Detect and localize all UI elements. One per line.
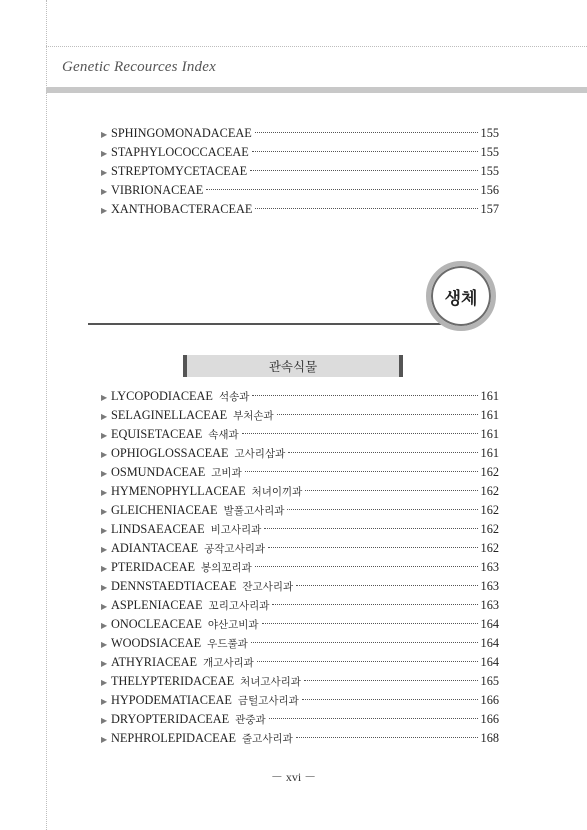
entry-korean-name: 비고사리과 [210,524,262,536]
dot-leader [252,395,477,396]
entry-page-number: 161 [480,408,499,422]
entry-korean-name: 속새과 [208,429,239,441]
entry-page-number: 162 [480,503,499,517]
bullet-arrow-icon: ▶ [101,450,108,459]
entry-page-number: 155 [480,126,499,140]
index-entry[interactable] [101,444,499,463]
index-entry[interactable] [101,729,499,748]
entry-korean-name: 처녀고사리과 [240,676,301,688]
margin-guide-vertical [46,0,47,830]
entry-korean-name: 꼬리고사리과 [208,600,270,612]
dot-leader [268,547,478,548]
dot-leader [251,642,478,643]
index-entry[interactable] [101,124,499,143]
bullet-arrow-icon: ▶ [101,716,108,725]
index-entry[interactable] [101,558,499,577]
dot-leader [288,452,477,453]
entry-korean-name: 공작고사리과 [204,543,265,555]
bullet-arrow-icon: ▶ [101,659,108,668]
entry-page-number: 162 [480,522,499,536]
dot-leader [245,471,478,472]
bullet-arrow-icon: ▶ [101,469,108,478]
entry-korean-name: 고사리삼과 [234,448,286,460]
entry-family-name: ADIANTACEAE [111,541,199,555]
bullet-arrow-icon: ▶ [101,488,108,497]
entry-family-name: LYCOPODIACEAE [111,389,213,403]
index-entry[interactable] [101,520,499,539]
entry-korean-name: 줄고사리과 [242,733,293,745]
index-list-vascular-plants [101,387,499,748]
entry-family-name: DRYOPTERIDACEAE [111,712,230,726]
entry-family-name: NEPHROLEPIDACEAE [111,731,237,745]
entry-family-name: LINDSAEACEAE [111,522,205,536]
dot-leader [305,490,477,491]
index-entry[interactable] [101,539,499,558]
entry-korean-name: 발풀고사리과 [223,505,285,517]
dot-leader [302,699,478,700]
bullet-arrow-icon: ▶ [101,640,108,649]
entry-family-name: OSMUNDACEAE [111,465,206,479]
dot-leader [304,680,478,681]
index-entry[interactable] [101,181,499,200]
entry-page-number: 161 [480,427,499,441]
index-entry[interactable] [101,200,499,219]
entry-family-name: ATHYRIACEAE [111,655,198,669]
entry-page-number: 164 [480,617,499,631]
entry-family-name: ASPLENIACEAE [111,598,203,612]
entry-family-name: DENNSTAEDTIACEAE [111,579,237,593]
entry-page-number: 162 [480,541,499,555]
entry-korean-name: 잔고사리과 [242,581,294,593]
entry-family-name: WOODSIACEAE [111,636,202,650]
entry-page-number: 161 [480,389,499,403]
index-entry[interactable] [101,501,499,520]
entry-page-number: 163 [480,560,499,574]
bullet-arrow-icon: ▶ [101,431,108,440]
index-entry[interactable] [101,162,499,181]
index-entry[interactable] [101,710,499,729]
entry-family-name: HYMENOPHYLLACEAE [111,484,246,498]
bullet-arrow-icon: ▶ [101,507,108,516]
entry-family-name: THELYPTERIDACEAE [111,674,235,688]
bullet-arrow-icon: ▶ [101,564,108,573]
entry-korean-name: 우드풀과 [207,638,248,650]
entry-family-name: GLEICHENIACEAE [111,503,218,517]
running-header-title: Genetic Recources Index [62,59,216,75]
index-entry[interactable] [101,482,499,501]
entry-page-number: 166 [480,712,499,726]
entry-family-name: SELAGINELLACEAE [111,408,228,422]
dot-leader [262,623,478,624]
dot-leader [255,132,478,133]
index-entry[interactable] [101,596,499,615]
entry-family-name: PTERIDACEAE [111,560,196,574]
entry-page-number: 156 [480,183,499,197]
bullet-arrow-icon: ▶ [101,130,108,139]
bullet-arrow-icon: ▶ [101,149,108,158]
dot-leader [287,509,477,510]
entry-family-name: STAPHYLOCOCCACEAE [111,145,249,159]
dot-leader [296,737,478,738]
index-list-continued [101,124,499,219]
dot-leader [257,661,478,662]
entry-korean-name: 처녀이끼과 [251,486,303,498]
bullet-arrow-icon: ▶ [101,187,108,196]
entry-korean-name: 봉의꼬리과 [201,562,252,574]
bullet-arrow-icon: ▶ [101,206,108,215]
entry-page-number: 166 [480,693,499,707]
dot-leader [206,189,477,190]
index-entry[interactable] [101,387,499,406]
entry-family-name: SPHINGOMONADACEAE [111,126,252,140]
entry-page-number: 163 [480,579,499,593]
entry-family-name: ONOCLEACEAE [111,617,202,631]
entry-page-number: 164 [480,655,499,669]
margin-guide-top [46,46,587,47]
index-entry[interactable] [101,672,499,691]
entry-page-number: 162 [480,484,499,498]
index-entry[interactable] [101,615,499,634]
entry-page-number: 168 [480,731,499,745]
subsection-heading: 관속식물 [183,355,403,377]
entry-korean-name: 야산고비과 [207,619,259,631]
bullet-arrow-icon: ▶ [101,602,108,611]
index-entry[interactable] [101,577,499,596]
bullet-arrow-icon: ▶ [101,393,108,402]
entry-page-number: 155 [480,164,499,178]
section-divider [88,323,457,325]
dot-leader [255,566,478,567]
dot-leader [272,604,477,605]
entry-page-number: 165 [480,674,499,688]
bullet-arrow-icon: ▶ [101,697,108,706]
dot-leader [296,585,477,586]
dot-leader [255,208,477,209]
entry-korean-name: 석송과 [218,391,250,403]
bullet-arrow-icon: ▶ [101,545,108,554]
entry-family-name: VIBRIONACEAE [111,183,204,197]
header-rule [46,87,587,93]
entry-family-name: OPHIOGLOSSACEAE [111,446,229,460]
entry-family-name: HYPODEMATIACEAE [111,693,232,707]
bullet-arrow-icon: ▶ [101,526,108,535]
entry-korean-name: 부처손과 [233,410,274,422]
entry-korean-name: 관중과 [235,714,266,726]
entry-page-number: 155 [480,145,499,159]
index-entry[interactable] [101,653,499,672]
bullet-arrow-icon: ▶ [101,583,108,592]
dot-leader [252,151,478,152]
index-entry[interactable] [101,406,499,425]
dot-leader [277,414,478,415]
entry-page-number: 162 [480,465,499,479]
index-entry[interactable] [101,634,499,653]
entry-family-name: STREPTOMYCETACEAE [111,164,248,178]
dot-leader [269,718,478,719]
index-entry[interactable] [101,143,499,162]
index-entry[interactable] [101,691,499,710]
bullet-arrow-icon: ▶ [101,678,108,687]
dot-leader [242,433,478,434]
entry-family-name: EQUISETACEAE [111,427,203,441]
dot-leader [250,170,477,171]
entry-page-number: 163 [480,598,499,612]
entry-korean-name: 고비과 [211,467,242,479]
page-number: － xvi － [270,770,317,784]
entry-page-number: 157 [480,202,499,216]
index-entry[interactable] [101,463,499,482]
entry-page-number: 164 [480,636,499,650]
entry-korean-name: 개고사리과 [203,657,254,669]
bullet-arrow-icon: ▶ [101,621,108,630]
bullet-arrow-icon: ▶ [101,412,108,421]
entry-page-number: 161 [480,446,499,460]
entry-family-name: XANTHOBACTERACEAE [111,202,253,216]
section-badge: 생체 [426,261,496,331]
entry-korean-name: 금털고사리과 [237,695,299,707]
bullet-arrow-icon: ▶ [101,735,108,744]
bullet-arrow-icon: ▶ [101,168,108,177]
dot-leader [264,528,477,529]
index-entry[interactable] [101,425,499,444]
